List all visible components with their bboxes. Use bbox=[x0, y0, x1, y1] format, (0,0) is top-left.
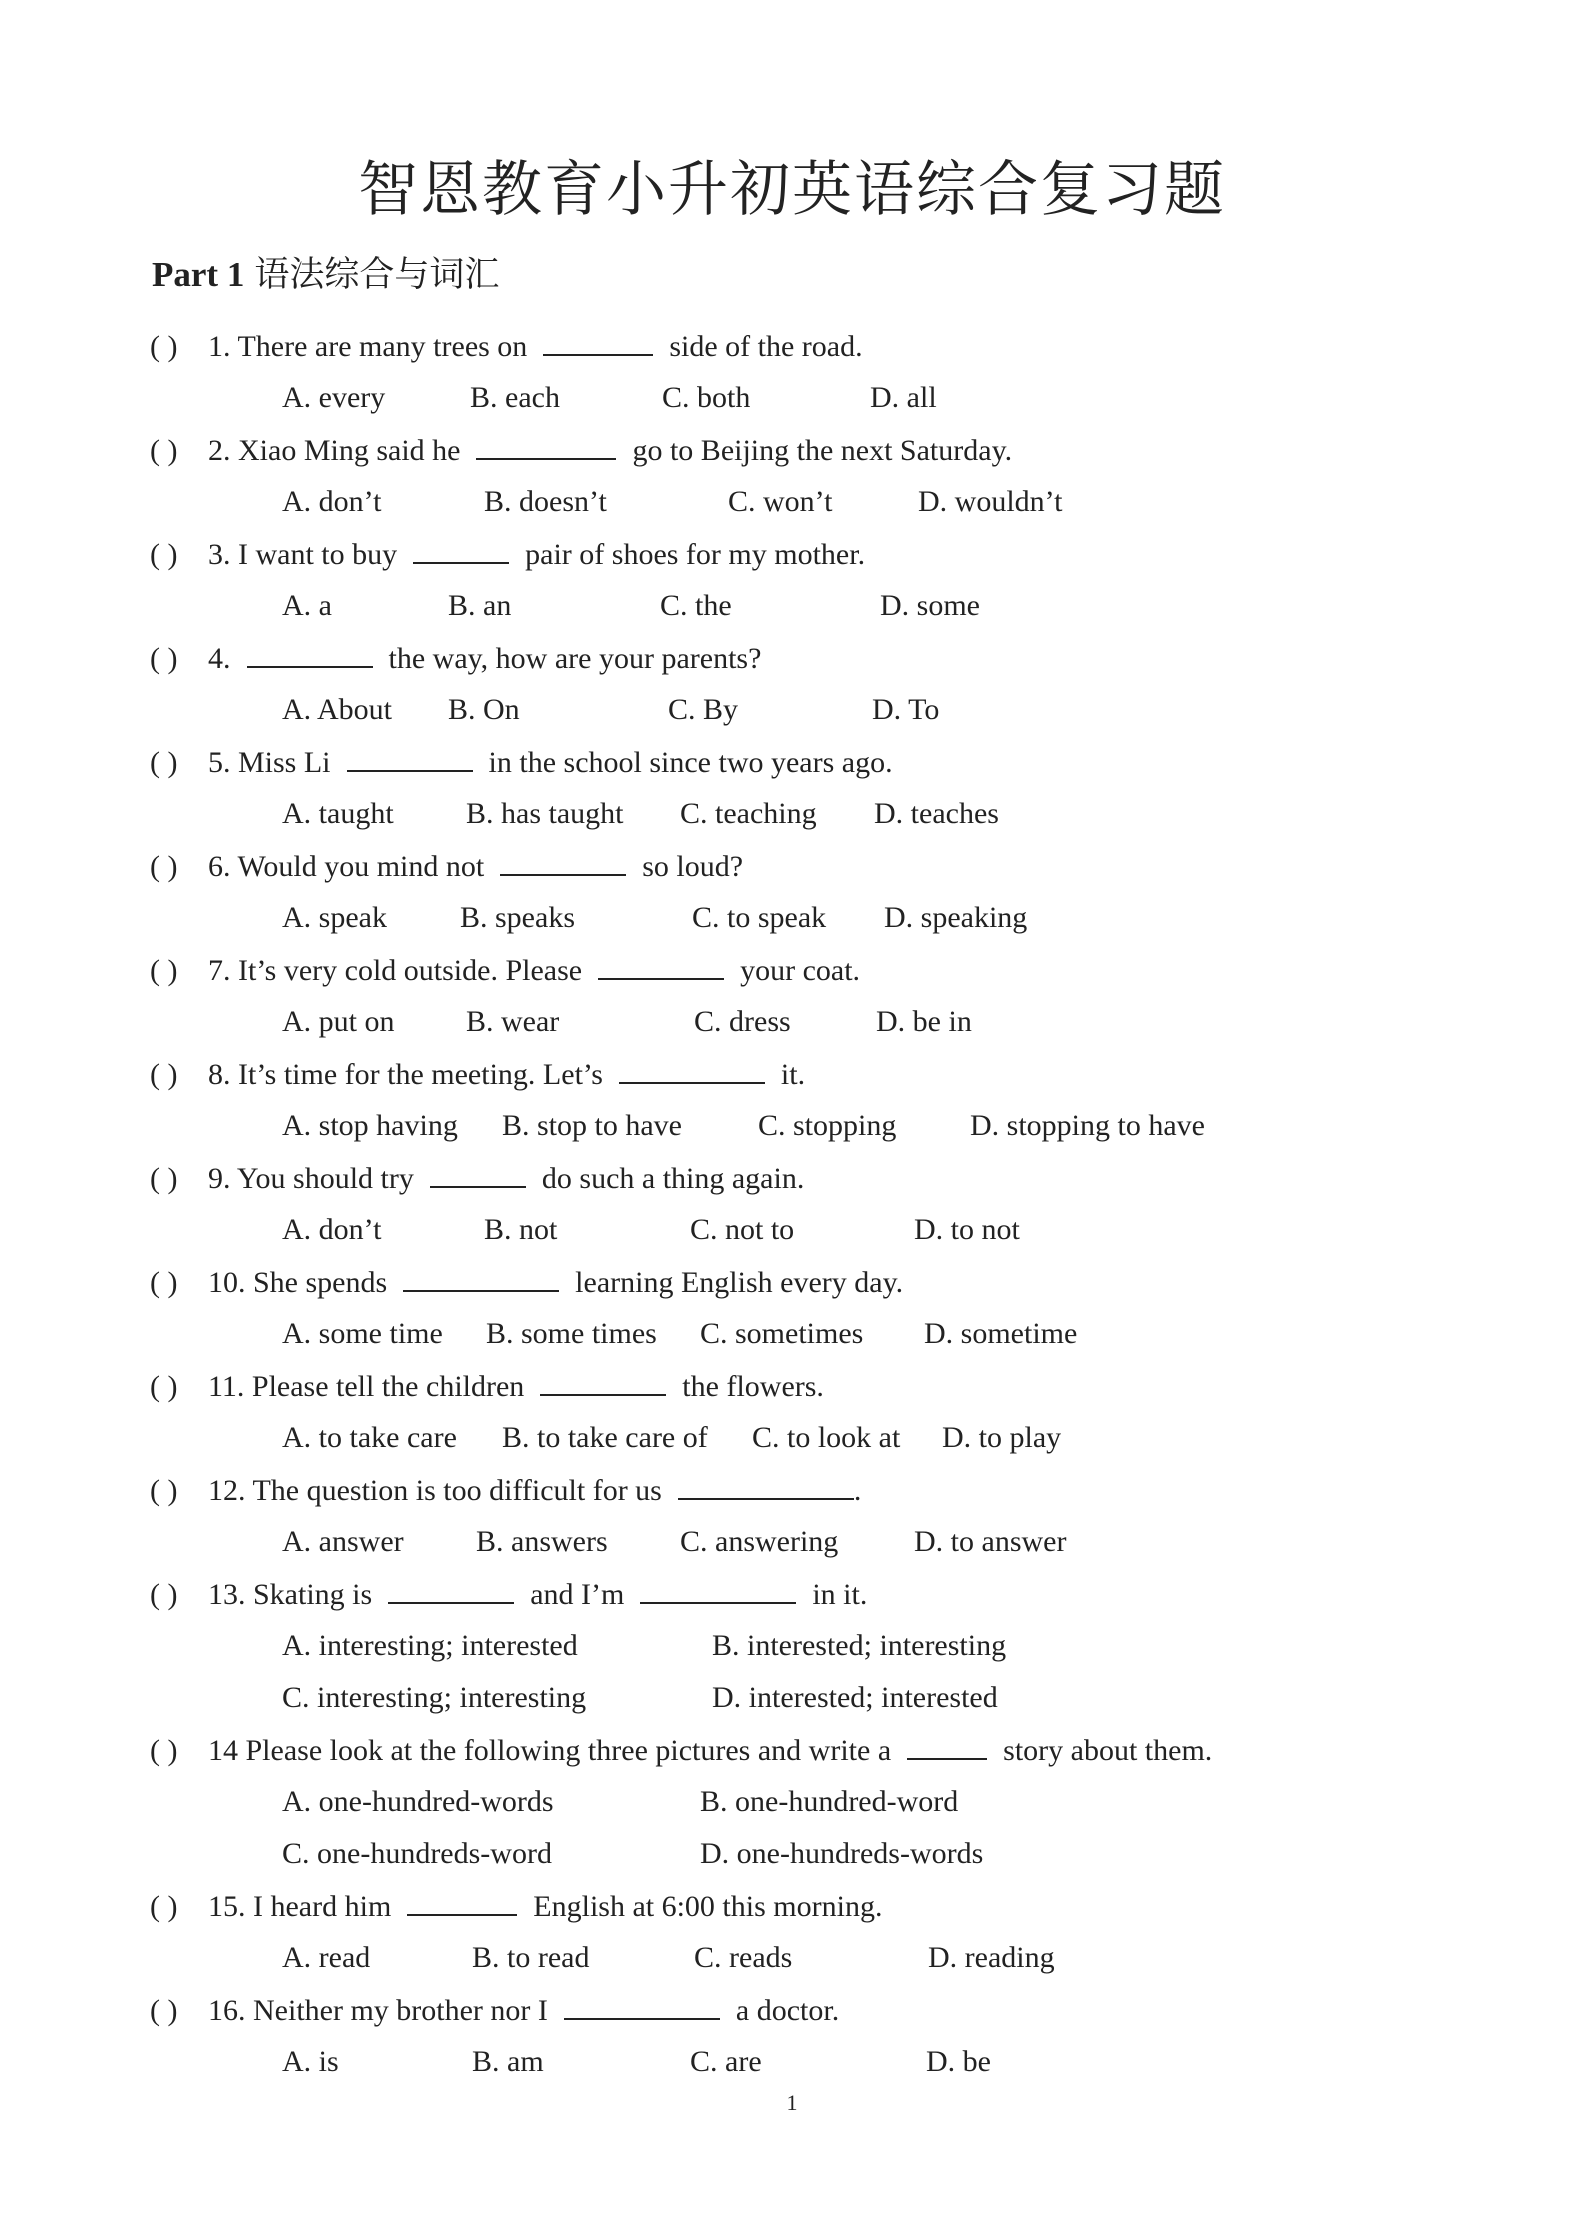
option-a[interactable]: A. don’t bbox=[282, 1213, 382, 1246]
option-b[interactable]: B. some times bbox=[486, 1317, 657, 1350]
option-c[interactable]: C. the bbox=[660, 589, 732, 622]
answer-bracket[interactable]: ( ) bbox=[150, 746, 178, 779]
option-b[interactable]: B. wear bbox=[466, 1005, 560, 1038]
answer-bracket[interactable]: ( ) bbox=[150, 1474, 178, 1507]
option-a[interactable]: A. some time bbox=[282, 1317, 443, 1350]
option-c[interactable]: C. won’t bbox=[728, 485, 833, 518]
option-b[interactable]: B. has taught bbox=[466, 797, 624, 830]
question-text: 2. Xiao Ming said he bbox=[208, 434, 461, 467]
question-text-end: . bbox=[853, 1474, 862, 1507]
question-text: 10. She spends bbox=[208, 1266, 388, 1299]
answer-blank[interactable] bbox=[907, 1730, 987, 1760]
option-c[interactable]: C. interesting; interesting bbox=[282, 1681, 587, 1714]
option-d[interactable]: D. one-hundreds-words bbox=[700, 1837, 984, 1870]
question-text-end: story about them. bbox=[1003, 1734, 1213, 1767]
option-a[interactable]: A. every bbox=[282, 381, 386, 414]
option-d[interactable]: D. be bbox=[926, 2045, 991, 2078]
question-12 bbox=[150, 1470, 861, 1511]
question-text: 3. I want to buy bbox=[208, 538, 398, 571]
question-text: 16. Neither my brother nor I bbox=[208, 1994, 548, 2027]
option-b[interactable]: B. to read bbox=[472, 1941, 590, 1974]
option-c[interactable]: C. to look at bbox=[752, 1421, 901, 1454]
option-b[interactable]: B. doesn’t bbox=[484, 485, 607, 518]
option-c[interactable]: C. stopping bbox=[758, 1109, 897, 1142]
question-text: 15. I heard him bbox=[208, 1890, 392, 1923]
question-text: 9. You should try bbox=[208, 1162, 414, 1195]
question-16 bbox=[150, 1990, 839, 2031]
question-text: 14 Please look at the following three pictures and write a bbox=[208, 1734, 892, 1767]
option-d[interactable]: D. wouldn’t bbox=[918, 485, 1063, 518]
answer-bracket[interactable]: ( ) bbox=[150, 1890, 178, 1923]
question-text: 6. Would you mind not bbox=[208, 850, 485, 883]
question-text-end: a doctor. bbox=[735, 1994, 840, 2027]
question-2 bbox=[150, 430, 1012, 471]
question-text-mid: and I’m bbox=[530, 1578, 625, 1611]
option-b[interactable]: B. each bbox=[470, 381, 560, 414]
option-d[interactable]: D. all bbox=[870, 381, 937, 414]
question-text-end: so loud? bbox=[642, 850, 744, 883]
option-d[interactable]: D. reading bbox=[928, 1941, 1055, 1974]
answer-bracket[interactable]: ( ) bbox=[150, 1734, 178, 1767]
option-d[interactable]: D. to not bbox=[914, 1213, 1020, 1246]
option-a[interactable]: A. answer bbox=[282, 1525, 404, 1558]
answer-blank[interactable] bbox=[540, 1366, 666, 1396]
option-b[interactable]: B. On bbox=[448, 693, 520, 726]
question-text: 11. Please tell the children bbox=[208, 1370, 525, 1403]
question-10 bbox=[150, 1262, 903, 1303]
answer-blank[interactable] bbox=[543, 326, 653, 356]
question-text-end: it. bbox=[780, 1058, 806, 1091]
answer-blank[interactable] bbox=[619, 1054, 765, 1084]
option-a[interactable]: A. About bbox=[282, 693, 393, 726]
question-text-end: side of the road. bbox=[669, 330, 863, 363]
option-c[interactable]: C. to speak bbox=[692, 901, 827, 934]
question-text-end: English at 6:00 this morning. bbox=[533, 1890, 883, 1923]
option-c[interactable]: C. not to bbox=[690, 1213, 795, 1246]
option-a[interactable]: A. speak bbox=[282, 901, 387, 934]
question-text-end: learning English every day. bbox=[575, 1266, 904, 1299]
answer-bracket[interactable]: ( ) bbox=[150, 434, 178, 467]
question-14 bbox=[150, 1730, 1212, 1771]
option-c[interactable]: C. answering bbox=[680, 1525, 839, 1558]
answer-bracket[interactable]: ( ) bbox=[150, 850, 178, 883]
option-a[interactable]: A. one-hundred-words bbox=[282, 1785, 554, 1818]
answer-bracket[interactable]: ( ) bbox=[150, 954, 178, 987]
question-text-end: the way, how are your parents? bbox=[388, 642, 762, 675]
question-13 bbox=[150, 1574, 867, 1615]
option-a[interactable]: A. read bbox=[282, 1941, 371, 1974]
option-b[interactable]: B. an bbox=[448, 589, 512, 622]
question-9 bbox=[150, 1158, 804, 1199]
answer-bracket[interactable]: ( ) bbox=[150, 1266, 178, 1299]
section-heading bbox=[152, 250, 499, 300]
option-d[interactable]: D. to play bbox=[942, 1421, 1062, 1454]
option-d[interactable]: D. interested; interested bbox=[712, 1681, 998, 1714]
answer-blank[interactable] bbox=[678, 1470, 854, 1500]
question-4 bbox=[150, 638, 761, 679]
option-d[interactable]: D. be in bbox=[876, 1005, 972, 1038]
option-a[interactable]: A. interesting; interested bbox=[282, 1629, 578, 1662]
question-6 bbox=[150, 846, 743, 887]
question-text: 13. Skating is bbox=[208, 1578, 373, 1611]
answer-bracket[interactable]: ( ) bbox=[150, 1162, 178, 1195]
question-1 bbox=[150, 326, 863, 367]
question-text-end: in the school since two years ago. bbox=[488, 746, 893, 779]
option-c[interactable]: C. teaching bbox=[680, 797, 817, 830]
answer-blank[interactable] bbox=[476, 430, 616, 460]
option-b[interactable]: B. am bbox=[472, 2045, 544, 2078]
answer-bracket[interactable]: ( ) bbox=[150, 642, 178, 675]
option-d[interactable]: D. speaking bbox=[884, 901, 1028, 934]
section-label: Part 1 bbox=[152, 255, 245, 294]
question-15 bbox=[150, 1886, 882, 1927]
option-b[interactable]: B. one-hundred-word bbox=[700, 1785, 959, 1818]
option-a[interactable]: A. taught bbox=[282, 797, 394, 830]
page-number: 1 bbox=[786, 2090, 798, 2115]
question-5 bbox=[150, 742, 893, 783]
answer-bracket[interactable]: ( ) bbox=[150, 1994, 178, 2027]
answer-bracket[interactable]: ( ) bbox=[150, 538, 178, 571]
question-text-end: the flowers. bbox=[682, 1370, 824, 1403]
option-d[interactable]: D. sometime bbox=[924, 1317, 1078, 1350]
answer-blank[interactable] bbox=[247, 638, 373, 668]
option-c[interactable]: C. are bbox=[690, 2045, 762, 2078]
question-text: 8. It’s time for the meeting. Let’s bbox=[208, 1058, 603, 1091]
option-c[interactable]: C. one-hundreds-word bbox=[282, 1837, 552, 1870]
option-c[interactable]: C. reads bbox=[694, 1941, 793, 1974]
option-b[interactable]: B. stop to have bbox=[502, 1109, 682, 1142]
option-a[interactable]: A. a bbox=[282, 589, 332, 622]
question-text: 12. The question is too difficult for us bbox=[208, 1474, 662, 1507]
option-d[interactable]: D. stopping to have bbox=[970, 1109, 1205, 1142]
option-a[interactable]: A. is bbox=[282, 2045, 339, 2078]
option-c[interactable]: C. sometimes bbox=[700, 1317, 864, 1350]
answer-blank[interactable] bbox=[500, 846, 626, 876]
question-text-end: do such a thing again. bbox=[541, 1162, 805, 1195]
option-d[interactable]: D. teaches bbox=[874, 797, 999, 830]
question-text-end: go to Beijing the next Saturday. bbox=[632, 434, 1013, 467]
answer-blank[interactable] bbox=[413, 534, 509, 564]
option-b[interactable]: B. interested; interesting bbox=[712, 1629, 1007, 1662]
option-a[interactable]: A. to take care bbox=[282, 1421, 457, 1454]
question-8 bbox=[150, 1054, 805, 1095]
option-c[interactable]: C. dress bbox=[694, 1005, 791, 1038]
section-title: 语法综合与词汇 bbox=[254, 255, 500, 294]
option-b[interactable]: B. answers bbox=[476, 1525, 608, 1558]
answer-bracket[interactable]: ( ) bbox=[150, 330, 178, 363]
question-3 bbox=[150, 534, 865, 575]
option-b[interactable]: B. to take care of bbox=[502, 1421, 708, 1454]
option-a[interactable]: A. put on bbox=[282, 1005, 395, 1038]
question-text: 7. It’s very cold outside. Please bbox=[208, 954, 583, 987]
question-11 bbox=[150, 1366, 824, 1407]
option-d[interactable]: D. to answer bbox=[914, 1525, 1067, 1558]
question-text-end: pair of shoes for my mother. bbox=[525, 538, 866, 571]
answer-blank[interactable] bbox=[347, 742, 473, 772]
question-text: 1. There are many trees on bbox=[208, 330, 528, 363]
option-b[interactable]: B. speaks bbox=[460, 901, 575, 934]
answer-bracket[interactable]: ( ) bbox=[150, 1370, 178, 1403]
answer-blank[interactable] bbox=[598, 950, 724, 980]
question-7 bbox=[150, 950, 860, 991]
page-title: 智恩教育小升初英语综合复习题 bbox=[358, 157, 1226, 223]
question-text: 4. bbox=[208, 642, 231, 675]
answer-bracket[interactable]: ( ) bbox=[150, 1058, 178, 1091]
answer-blank[interactable] bbox=[430, 1158, 526, 1188]
question-text-end: in it. bbox=[812, 1578, 868, 1611]
question-text: 5. Miss Li bbox=[208, 746, 331, 779]
answer-bracket[interactable]: ( ) bbox=[150, 1578, 178, 1611]
option-b[interactable]: B. not bbox=[484, 1213, 558, 1246]
answer-blank[interactable] bbox=[403, 1262, 559, 1292]
option-d[interactable]: D. To bbox=[872, 693, 940, 726]
question-text-end: your coat. bbox=[740, 954, 861, 987]
answer-blank[interactable] bbox=[388, 1574, 514, 1604]
option-a[interactable]: A. don’t bbox=[282, 485, 382, 518]
answer-blank[interactable] bbox=[407, 1886, 517, 1916]
option-d[interactable]: D. some bbox=[880, 589, 980, 622]
option-a[interactable]: A. stop having bbox=[282, 1109, 458, 1142]
option-c[interactable]: C. both bbox=[662, 381, 751, 414]
answer-blank[interactable] bbox=[640, 1574, 796, 1604]
answer-blank[interactable] bbox=[564, 1990, 720, 2020]
option-c[interactable]: C. By bbox=[668, 693, 739, 726]
